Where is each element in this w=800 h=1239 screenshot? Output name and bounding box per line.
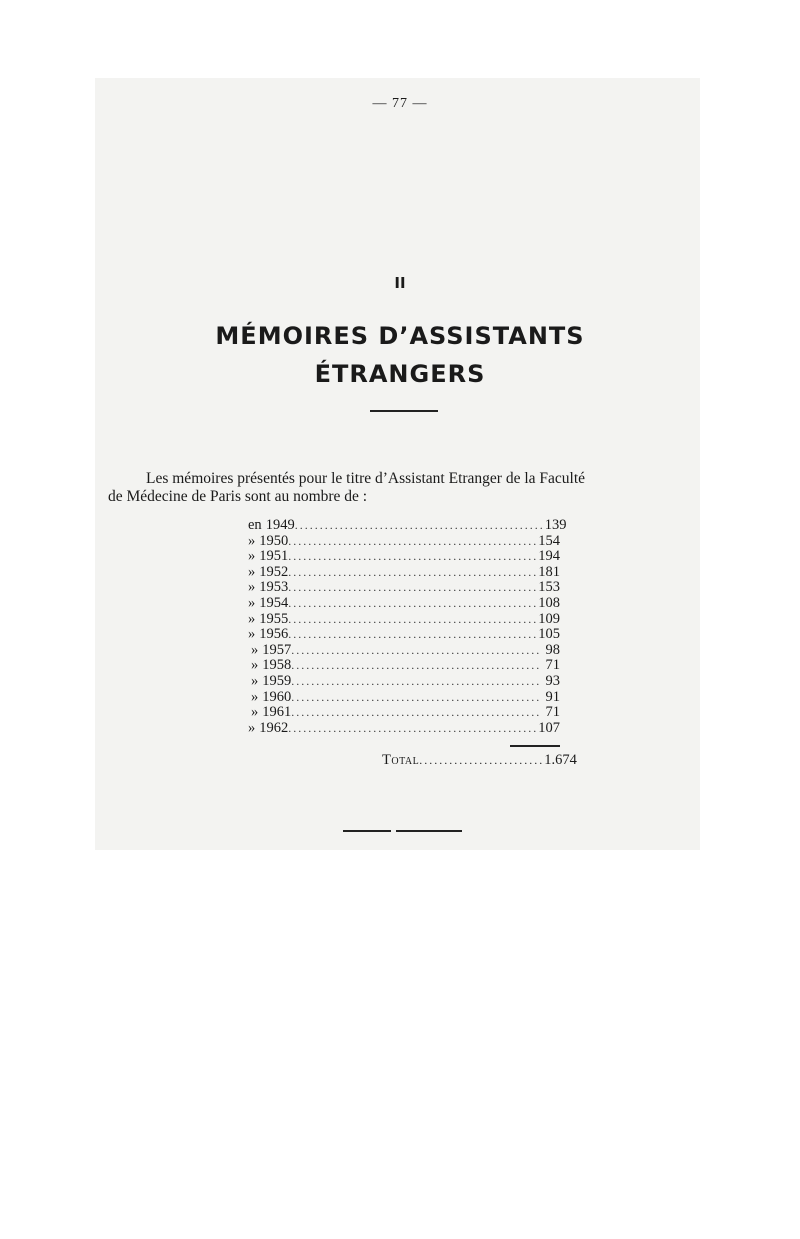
intro-paragraph [108, 470, 700, 506]
table-row [248, 627, 560, 643]
row-year: 1949 [265, 517, 295, 533]
leader-dots: ......................... [419, 753, 545, 767]
intro-line: Les mémoires présentés pour le titre d’Assistant Etranger de la Faculté [146, 470, 586, 487]
row-value: 181 [538, 563, 560, 580]
row-prefix: » [248, 548, 256, 565]
row-prefix: » [248, 719, 256, 736]
row-value: 154 [538, 532, 560, 549]
total-label: Total [382, 752, 420, 768]
row-value: 98 [545, 641, 560, 658]
row-year: 1952 [259, 563, 289, 580]
section-title-line1: MÉMOIRES D’ASSISTANTS [215, 322, 585, 350]
table-row [248, 705, 560, 721]
row-value: 91 [545, 688, 560, 705]
leader-dots: .................................................. [291, 642, 542, 657]
section-title-line2: ÉTRANGERS [314, 360, 486, 388]
row-year: 1962 [259, 719, 289, 736]
row-year: 1953 [259, 579, 289, 596]
page-number: — 77 — [372, 96, 428, 111]
section-number: II [394, 274, 406, 292]
intro-line: de Médecine de Paris sont au nombre de : [108, 488, 368, 505]
row-year: 1950 [259, 532, 289, 549]
row-year: 1961 [262, 704, 292, 721]
row-prefix: » [248, 626, 256, 643]
row-value: 71 [545, 704, 560, 721]
leader-dots: .................................................. [294, 518, 545, 532]
row-year: 1959 [262, 672, 292, 689]
title-divider [370, 410, 438, 412]
table-row [248, 612, 560, 628]
row-year: 1960 [262, 688, 292, 705]
row-prefix: » [250, 672, 259, 689]
leader-dots: .................................................. [291, 658, 542, 673]
row-value: 139 [544, 517, 567, 533]
table-row [248, 690, 560, 706]
row-prefix: en [248, 517, 262, 533]
row-prefix: » [248, 610, 256, 627]
table-row [248, 565, 560, 581]
leader-dots: .................................................. [288, 549, 539, 564]
row-prefix: » [248, 563, 256, 580]
table-row [248, 517, 567, 534]
row-value: 93 [545, 672, 560, 689]
total-row [382, 752, 577, 769]
row-prefix: » [248, 579, 256, 596]
leader-dots: .................................................. [288, 533, 539, 548]
row-year: 1955 [259, 610, 289, 627]
leader-dots: .................................................. [288, 611, 539, 626]
leader-dots: .................................................. [288, 580, 539, 595]
row-value: 108 [538, 594, 560, 611]
row-value: 194 [538, 548, 560, 565]
row-year: 1958 [262, 657, 292, 674]
table-row [248, 534, 560, 550]
row-value: 153 [538, 579, 560, 596]
row-value: 105 [538, 626, 560, 643]
row-value: 109 [538, 610, 560, 627]
table-row [248, 721, 560, 737]
leader-dots: .................................................. [288, 595, 539, 610]
total-rule [510, 745, 560, 747]
row-prefix: » [250, 688, 259, 705]
leader-dots: .................................................. [291, 705, 542, 720]
table-row [248, 658, 560, 674]
table-row [248, 580, 560, 596]
row-prefix: » [248, 594, 256, 611]
row-prefix: » [248, 532, 256, 549]
table-row [248, 596, 560, 612]
leader-dots: .................................................. [288, 564, 539, 579]
leader-dots: .................................................. [288, 720, 539, 735]
row-year: 1951 [259, 548, 289, 565]
leader-dots: .................................................. [291, 673, 542, 688]
row-prefix: » [250, 657, 259, 674]
row-prefix: » [250, 704, 259, 721]
row-year: 1954 [259, 594, 289, 611]
end-divider [396, 830, 462, 832]
row-value: 107 [538, 719, 560, 736]
leader-dots: .................................................. [291, 689, 542, 704]
row-year: 1957 [262, 641, 292, 658]
table-row [248, 674, 560, 690]
end-divider [343, 830, 391, 832]
row-year: 1956 [259, 626, 289, 643]
table-row [248, 549, 560, 565]
total-value: 1.674 [544, 752, 577, 768]
row-value: 71 [545, 657, 560, 674]
leader-dots: .................................................. [288, 627, 539, 642]
row-prefix: » [250, 641, 259, 658]
table-row [248, 643, 560, 659]
year-count-table [248, 517, 567, 736]
